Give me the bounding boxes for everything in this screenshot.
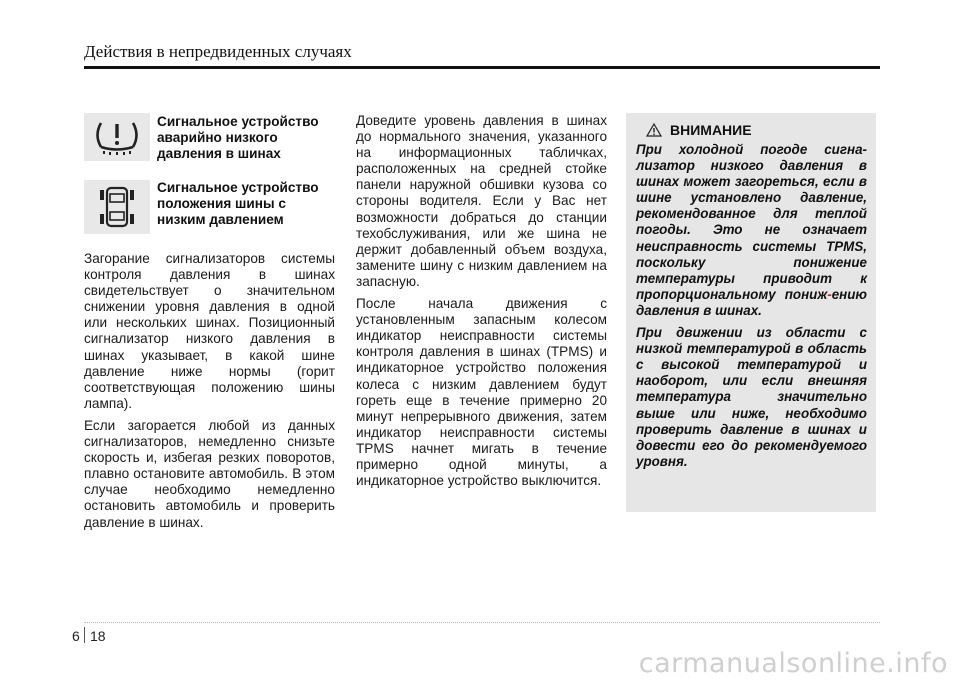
warning-text [636, 142, 867, 470]
tpms-low-pressure-warning-icon [84, 113, 150, 161]
warning-p1-hyphen: - [827, 286, 832, 302]
watermark: carmanualsonline.info [638, 648, 948, 679]
header-rule [84, 66, 880, 69]
middle-paragraph-2: После начала движения с установленным запасным колесом индикатор неисправности системы контроля давления в шинах (TPMS) и индикаторное устройство положения колеса с низким давлением будут гореть еще в течение примерно 20 минут непрерывного движения, затем индикатор неисправности системы TPMS начнет мигать в течение примерно одной минуты, а индикаторное устройство выключится. [356, 296, 607, 489]
middle-paragraph-1: Доведите уровень давления в шинах до нормального значения, указанного на информационных табличках, расположенных на средней стойке панели наружной обшивки кузова со стороны водителя. Если у Вас нет возможности добраться до станции техобслуживания, или же шина не держит добавленный объем воздуха, замените шину с низким давлением на запасную. [356, 113, 607, 289]
warning-triangle-icon [646, 123, 662, 137]
middle-column [356, 113, 607, 495]
tire-position-label: Сигнальное устройство положения шины с низким давлением [157, 180, 319, 227]
chapter-number: 6 [72, 628, 80, 644]
page-number-separator [84, 627, 85, 643]
left-column [84, 251, 335, 537]
warning-p1-main: При холодной погоде сигна-лизатор низкого давления в шинах может загореться, если в шине установлено давление, рекомендованное для теплой погоды. Это не означает неисправность системы TPMS, поскольку понижение температуры приводит к пропорциональному пониж [636, 142, 867, 302]
warning-paragraph-1 [636, 142, 867, 319]
tire-position-warning-icon [84, 180, 150, 234]
warning-paragraph-2: При движении из области с низкой температурой в область с высокой температурой и наоборот, или если внешняя температура значительно выше или ниже, необходимо проверить давление в шинах и довести его до рекомендуемого уровня. [636, 325, 867, 469]
tpms-low-pressure-label: Сигнальное устройство аварийно низкого давления в шинах [157, 114, 319, 161]
warning-box [626, 113, 876, 512]
footer-dotted-rule [84, 622, 880, 623]
page-header-title: Действия в непредвиденных случаях [84, 42, 352, 61]
warning-header [646, 122, 867, 138]
warning-p1-end: ению давления в шинах. [636, 286, 867, 318]
page-number: 18 [90, 628, 106, 644]
warning-title: ВНИМАНИЕ [670, 122, 752, 138]
left-paragraph-1: Загорание сигнализаторов системы контроля давления в шинах свидетельствует о значительном снижении уровня давления в одной или нескольких шинах. Позиционный сигнализатор низкого давления в шинах указывает, в какой шине давление ниже нормы (горит соответствующая положению шины лампа). [84, 251, 335, 411]
left-paragraph-2: Если загорается любой из данных сигнализаторов, немедленно снизьте скорость и, избегая резких поворотов, плавно остановите автомобиль. В этом случае необходимо немедленно остановить автомобиль и проверить давление в шинах. [84, 417, 335, 530]
